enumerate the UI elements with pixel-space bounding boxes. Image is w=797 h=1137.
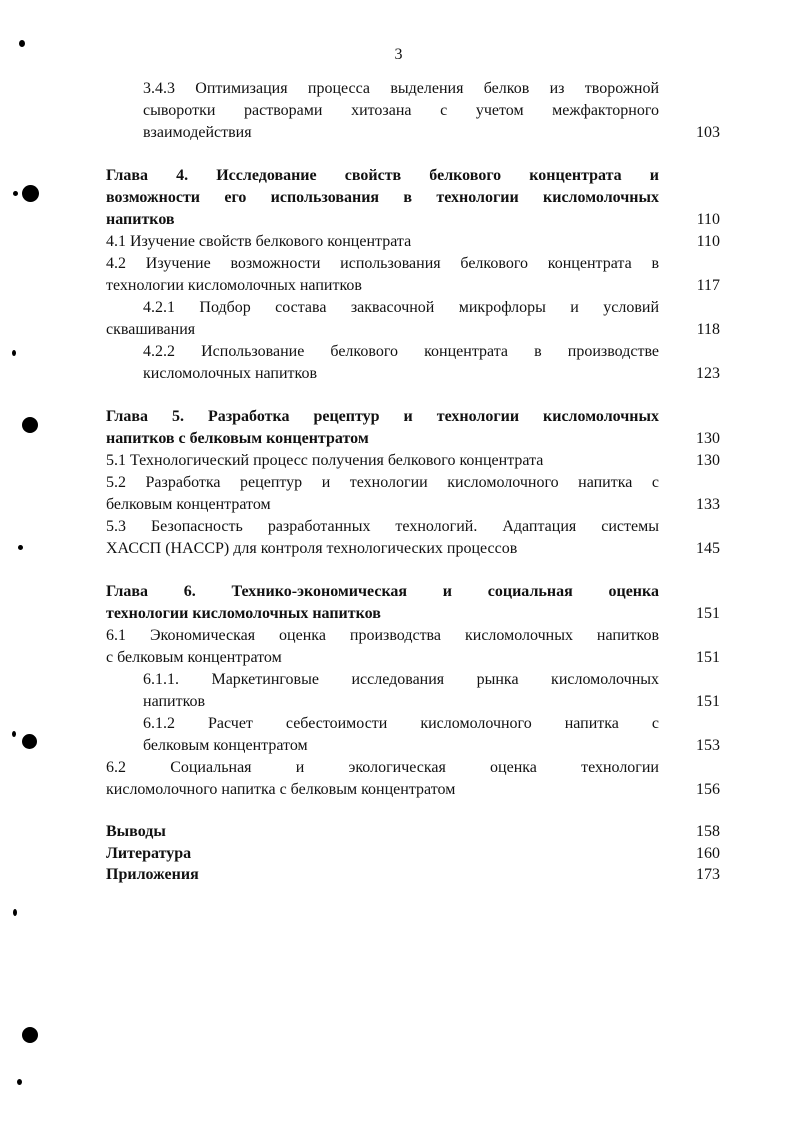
toc-page-number: 156: [696, 781, 720, 798]
binder-hole-mark: [17, 1079, 22, 1085]
binder-hole-mark: [22, 1027, 38, 1043]
toc-entry-text: 5.2 Разработка рецептур и технологии кисломолочного напитка с: [106, 474, 659, 491]
toc-page-number: 103: [696, 124, 720, 141]
toc-page-number: 130: [696, 452, 720, 469]
toc-page-number: 151: [696, 605, 720, 622]
toc-page-number: 123: [696, 365, 720, 382]
toc-entry-text: сыворотки растворами хитозана с учетом межфакторного: [143, 102, 659, 119]
toc-entry-text: 4.2.1 Подбор состава заквасочной микрофлоры и условий: [143, 299, 659, 316]
toc-entry-text: взаимодействия: [143, 124, 252, 141]
toc-page-number: 160: [696, 845, 720, 862]
toc-page-number: 133: [696, 496, 720, 513]
toc-entry-text: технологии кисломолочных напитков: [106, 277, 362, 294]
toc-entry-text: 6.1.1. Маркетинговые исследования рынка кисломолочных: [143, 671, 659, 688]
binder-hole-mark: [22, 417, 38, 433]
toc-chapter-title: возможности его использования в технологии кисломолочных: [106, 189, 659, 206]
toc-page-number: 151: [696, 649, 720, 666]
toc-chapter-title: Глава 4. Исследование свойств белкового концентрата и: [106, 167, 659, 184]
toc-entry-text: сквашивания: [106, 321, 196, 338]
page-number: 3: [394, 46, 403, 63]
toc-entry-text: белковым концентратом: [106, 496, 271, 513]
toc-entry-text: 4.1 Изучение свойств белкового концентрата: [106, 233, 412, 250]
binder-hole-mark: [22, 185, 39, 202]
toc-entry-text: 4.2.2 Использование белкового концентрата в производстве: [143, 343, 659, 360]
toc-page-number: 110: [696, 233, 720, 250]
toc-page-number: 173: [696, 866, 720, 883]
toc-chapter-title: Глава 6. Технико-экономическая и социальная оценка: [106, 583, 659, 600]
binder-hole-mark: [12, 731, 16, 737]
toc-entry-text: 6.1 Экономическая оценка производства кисломолочных напитков: [106, 627, 659, 644]
toc-page-number: 118: [696, 321, 720, 338]
toc-page-number: 145: [696, 540, 720, 557]
toc-page-number: 110: [696, 211, 720, 228]
toc-page-number: 158: [696, 823, 720, 840]
toc-page-number: 130: [696, 430, 720, 447]
toc-chapter-title: Глава 5. Разработка рецептур и технологии кисломолочных: [106, 408, 659, 425]
toc-page-number: 151: [696, 693, 720, 710]
toc-entry-text: 3.4.3 Оптимизация процесса выделения белков из творожной: [143, 80, 659, 97]
toc-entry-text: белковым концентратом: [143, 737, 308, 754]
toc-entry-text: 5.3 Безопасность разработанных технологий. Адаптация системы: [106, 518, 659, 535]
toc-entry-text: напитков: [143, 693, 206, 710]
binder-hole-mark: [22, 734, 37, 749]
toc-chapter-title: технологии кисломолочных напитков: [106, 605, 381, 622]
toc-entry-text: кисломолочного напитка с белковым концентратом: [106, 781, 456, 798]
toc-page-number: 153: [696, 737, 720, 754]
toc-entry-text: кисломолочных напитков: [143, 365, 318, 382]
toc-entry-text: ХАССП (HACCP) для контроля технологических процессов: [106, 540, 518, 557]
binder-hole-mark: [12, 350, 16, 356]
toc-entry-text: 4.2 Изучение возможности использования белкового концентрата в: [106, 255, 659, 272]
toc-chapter-title: напитков с белковым концентратом: [106, 430, 369, 447]
binder-hole-mark: [13, 909, 17, 916]
toc-page-number: 117: [696, 277, 720, 294]
binder-hole-mark: [13, 191, 18, 196]
toc-section-title: Приложения: [106, 866, 199, 883]
toc-entry-text: 6.1.2 Расчет себестоимости кисломолочного напитка с: [143, 715, 659, 732]
toc-chapter-title: напитков: [106, 211, 175, 228]
toc-entry-text: 5.1 Технологический процесс получения белкового концентрата: [106, 452, 544, 469]
toc-section-title: Выводы: [106, 823, 166, 840]
toc-section-title: Литература: [106, 845, 192, 862]
toc-entry-text: 6.2 Социальная и экологическая оценка технологии: [106, 759, 659, 776]
binder-hole-mark: [18, 545, 23, 550]
toc-entry-text: с белковым концентратом: [106, 649, 282, 666]
